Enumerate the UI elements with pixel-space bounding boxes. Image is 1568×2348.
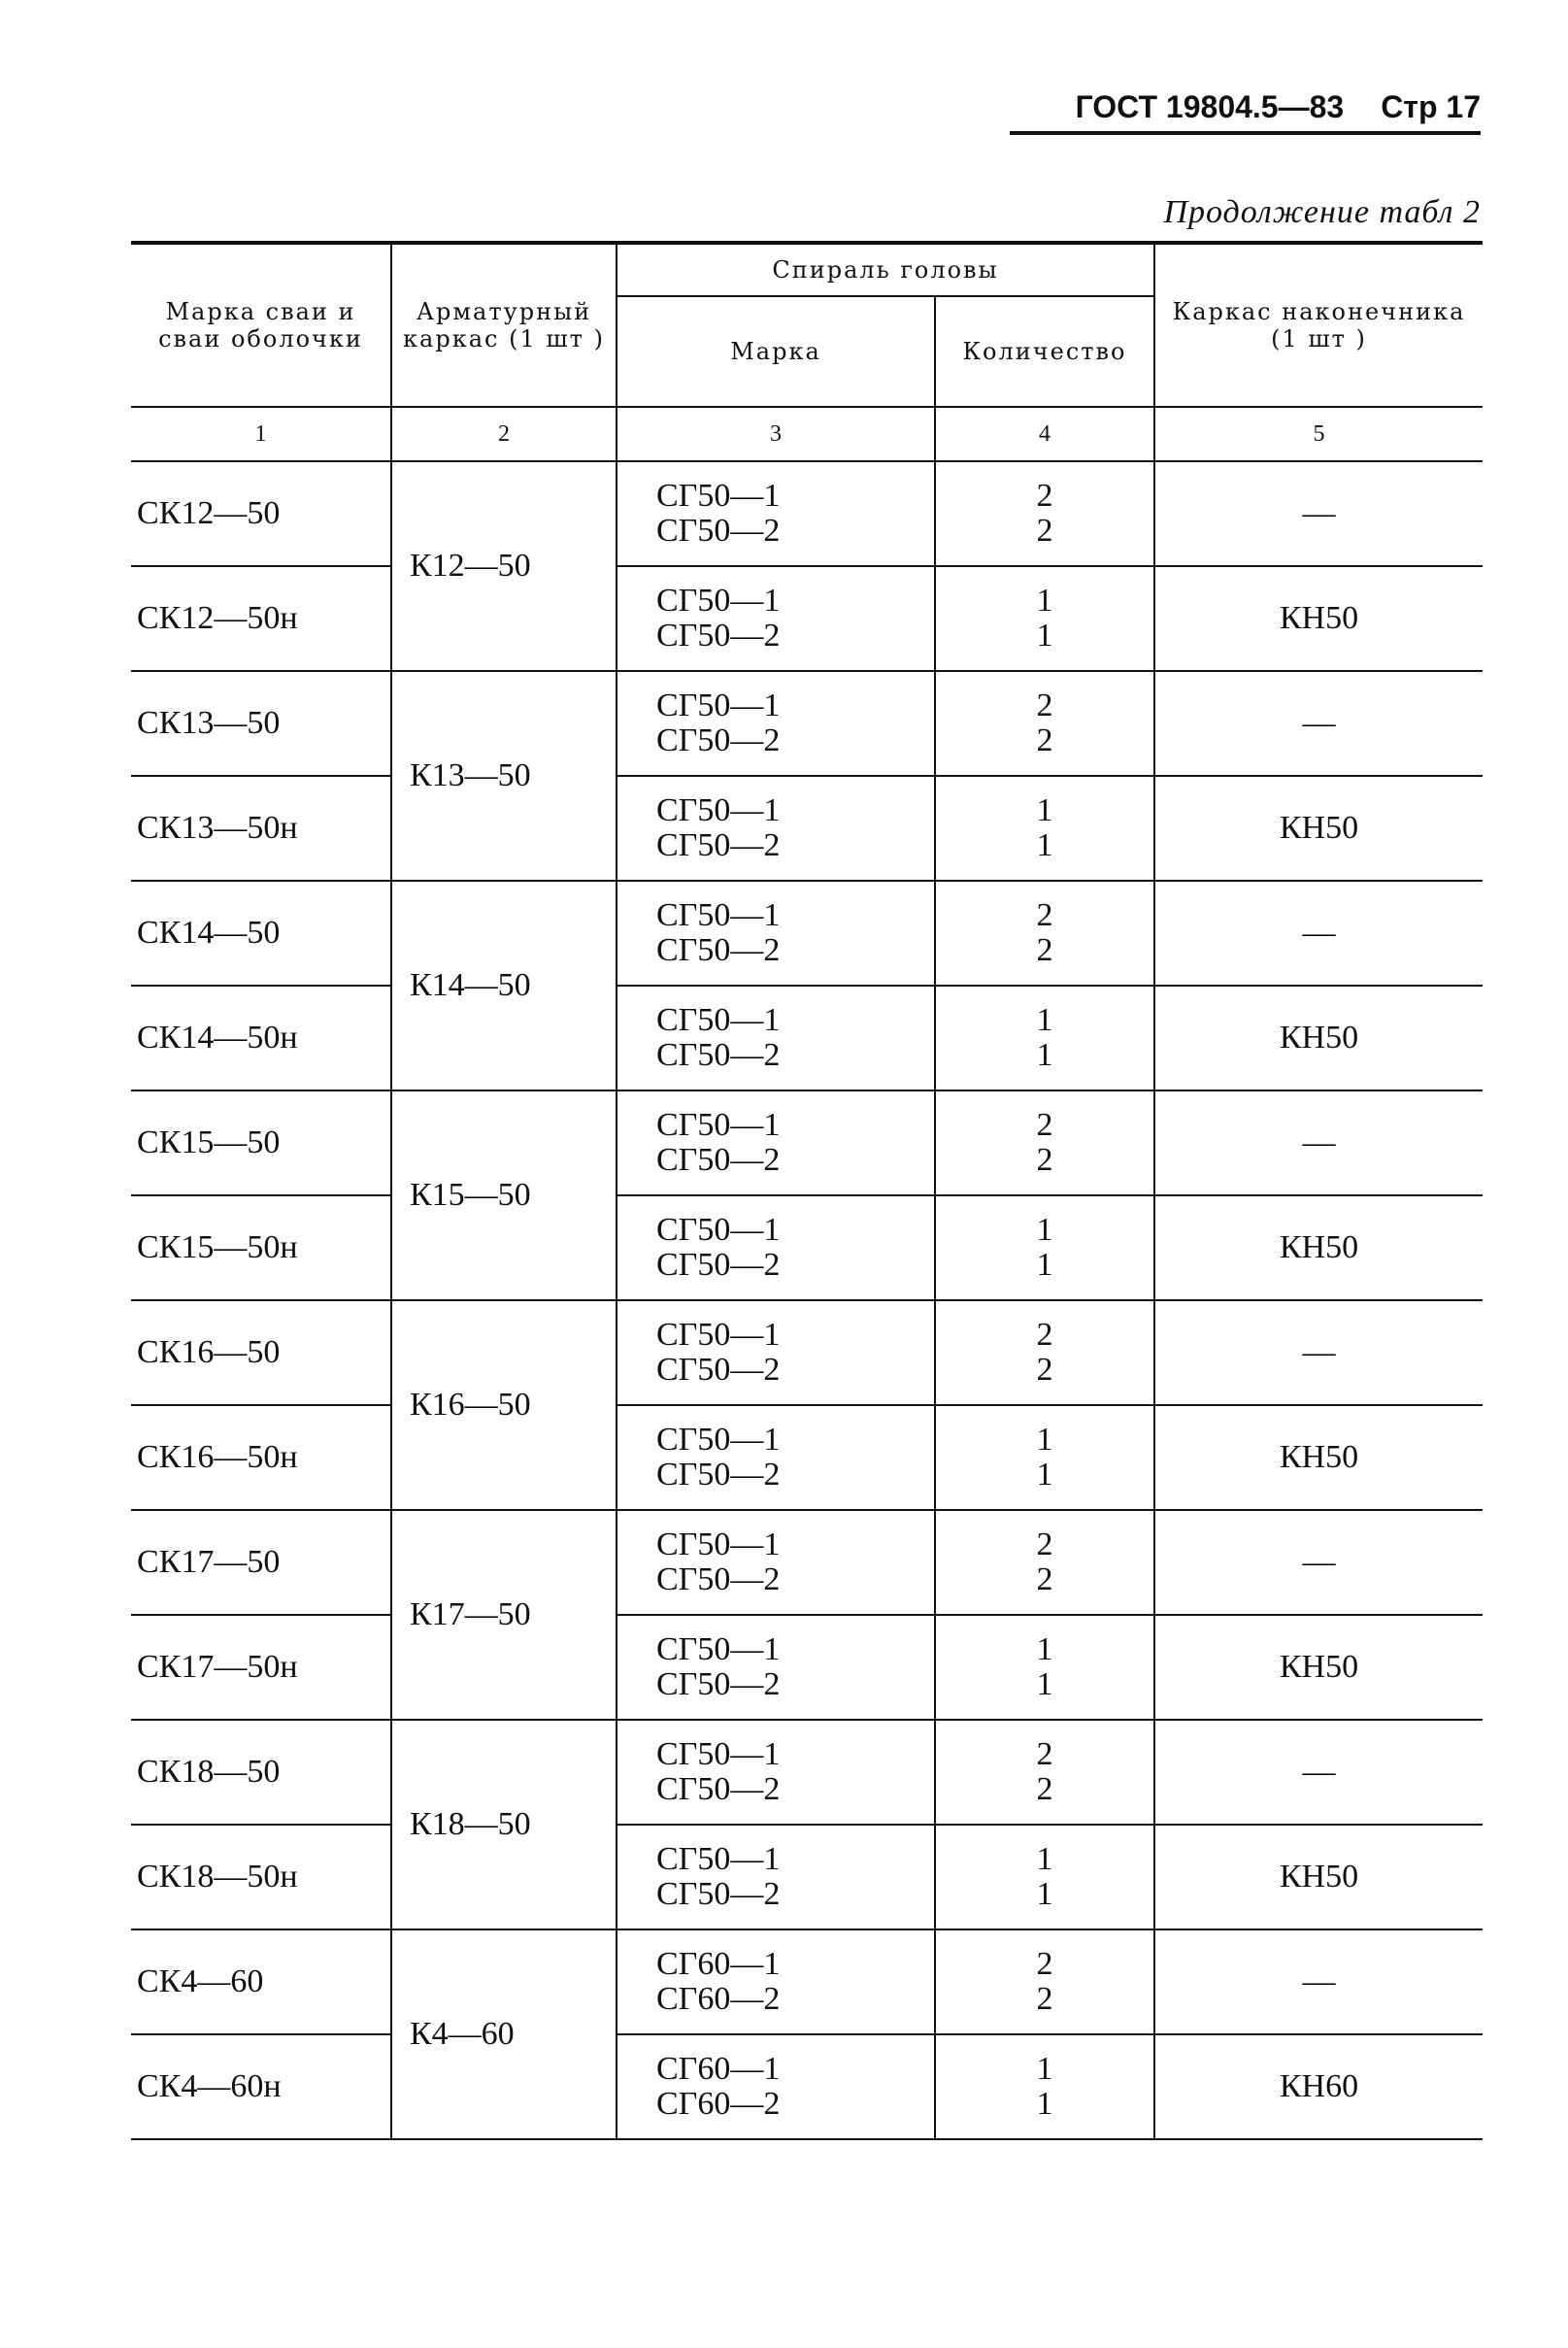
spiral-mark-cell	[617, 671, 935, 776]
spiral-mark-2: СГ50—2	[656, 1247, 781, 1283]
pile-mark-cell: СК17—50н	[131, 1615, 391, 1720]
spiral-quantity-2: 1	[1036, 1876, 1053, 1912]
spiral-quantity-1: 2	[1036, 688, 1053, 723]
table-row	[131, 1300, 1483, 1405]
spiral-quantity-1: 2	[1036, 1946, 1053, 1982]
spiral-quantity-1: 1	[1036, 2051, 1053, 2087]
spiral-mark-1: СГ50—1	[656, 1107, 781, 1143]
reinforcement-table	[131, 241, 1483, 2140]
spiral-quantity-2: 1	[1036, 1247, 1053, 1283]
spiral-mark-2: СГ50—2	[656, 1352, 781, 1388]
spiral-mark-cell	[617, 986, 935, 1090]
tip-frame-cell: —	[1154, 1510, 1483, 1615]
tip-frame-cell: —	[1154, 671, 1483, 776]
page-header	[1010, 89, 1481, 135]
pile-mark-cell: СК4—60	[131, 1929, 391, 2034]
spiral-mark-1: СГ50—1	[656, 792, 781, 828]
pile-mark-cell: СК14—50	[131, 881, 391, 986]
spiral-mark-1: СГ50—1	[656, 1212, 781, 1248]
spiral-mark-2: СГ50—2	[656, 1666, 781, 1702]
pile-mark-cell: СК15—50н	[131, 1195, 391, 1300]
spiral-quantity-cell	[935, 1405, 1154, 1510]
spiral-quantity-1: 1	[1036, 583, 1053, 619]
table-continuation-caption: Продолжение табл 2	[1163, 194, 1481, 230]
table-header	[131, 243, 1483, 461]
pile-mark-cell: СК13—50н	[131, 776, 391, 881]
tip-frame-cell: —	[1154, 1720, 1483, 1825]
spiral-mark-2: СГ50—2	[656, 1771, 781, 1807]
col-header-tip-frame: Каркас наконечника (1 шт )	[1154, 243, 1483, 407]
col-header-spiral-mark: Марка	[617, 296, 935, 407]
column-number-row	[131, 407, 1483, 461]
table-row	[131, 776, 1483, 881]
tip-frame-cell: —	[1154, 1090, 1483, 1195]
spiral-quantity-2: 2	[1036, 1352, 1053, 1388]
document-code: ГОСТ 19804.5—83	[1075, 89, 1345, 124]
spiral-quantity-cell	[935, 881, 1154, 986]
spiral-quantity-1: 2	[1036, 478, 1053, 514]
table-row	[131, 986, 1483, 1090]
spiral-mark-cell	[617, 1405, 935, 1510]
spiral-quantity-2: 2	[1036, 1142, 1053, 1178]
spiral-mark-cell	[617, 566, 935, 671]
spiral-quantity-1: 1	[1036, 1422, 1053, 1458]
page-number: Стр 17	[1381, 89, 1481, 124]
spiral-quantity-1: 2	[1036, 1107, 1053, 1143]
spiral-mark-2: СГ50—2	[656, 722, 781, 758]
spiral-mark-2: СГ50—2	[656, 513, 781, 549]
spiral-mark-cell	[617, 461, 935, 566]
spiral-mark-2: СГ50—2	[656, 618, 781, 654]
spiral-mark-1: СГ50—1	[656, 1317, 781, 1353]
spiral-quantity-2: 1	[1036, 1037, 1053, 1073]
pile-mark-cell: СК13—50	[131, 671, 391, 776]
spiral-mark-1: СГ50—1	[656, 688, 781, 723]
spiral-mark-1: СГ50—1	[656, 478, 781, 514]
spiral-quantity-1: 2	[1036, 897, 1053, 933]
table-row	[131, 566, 1483, 671]
spiral-quantity-cell	[935, 1720, 1154, 1825]
tip-frame-cell: КН50	[1154, 986, 1483, 1090]
reinforcement-frame-cell: К4—60	[391, 1929, 617, 2139]
spiral-quantity-1: 1	[1036, 1631, 1053, 1667]
table-row	[131, 671, 1483, 776]
reinforcement-frame-cell: К12—50	[391, 461, 617, 671]
pile-mark-cell: СК12—50	[131, 461, 391, 566]
spiral-mark-2: СГ50—2	[656, 1876, 781, 1912]
pile-mark-cell: СК16—50	[131, 1300, 391, 1405]
table-row	[131, 1825, 1483, 1929]
reinforcement-frame-cell: К13—50	[391, 671, 617, 881]
spiral-mark-2: СГ50—2	[656, 1037, 781, 1073]
spiral-quantity-2: 2	[1036, 1981, 1053, 2017]
spiral-quantity-2: 1	[1036, 827, 1053, 863]
spiral-quantity-cell	[935, 1195, 1154, 1300]
column-number: 1	[131, 407, 391, 461]
tip-frame-cell: КН50	[1154, 1405, 1483, 1510]
spiral-mark-1: СГ50—1	[656, 1526, 781, 1562]
spiral-mark-cell	[617, 2034, 935, 2139]
spiral-mark-cell	[617, 1300, 935, 1405]
spiral-mark-cell	[617, 1720, 935, 1825]
spiral-quantity-cell	[935, 1300, 1154, 1405]
tip-frame-cell: КН50	[1154, 1615, 1483, 1720]
spiral-mark-2: СГ50—2	[656, 1142, 781, 1178]
spiral-quantity-1: 1	[1036, 792, 1053, 828]
spiral-mark-cell	[617, 1615, 935, 1720]
spiral-quantity-1: 1	[1036, 1212, 1053, 1248]
spiral-quantity-cell	[935, 1090, 1154, 1195]
tip-frame-cell: КН50	[1154, 1825, 1483, 1929]
tip-frame-cell: КН50	[1154, 566, 1483, 671]
spiral-quantity-2: 2	[1036, 513, 1053, 549]
tip-frame-cell: КН60	[1154, 2034, 1483, 2139]
table-row	[131, 1929, 1483, 2034]
spiral-mark-2: СГ60—2	[656, 2086, 781, 2122]
spiral-quantity-2: 2	[1036, 932, 1053, 968]
reinforcement-frame-cell: К17—50	[391, 1510, 617, 1720]
table-row	[131, 2034, 1483, 2139]
table-row	[131, 1405, 1483, 1510]
table-row	[131, 1090, 1483, 1195]
tip-frame-cell: —	[1154, 1929, 1483, 2034]
table-row	[131, 1195, 1483, 1300]
spiral-quantity-cell	[935, 461, 1154, 566]
spiral-quantity-cell	[935, 986, 1154, 1090]
tip-frame-cell: КН50	[1154, 1195, 1483, 1300]
pile-mark-cell: СК12—50н	[131, 566, 391, 671]
spiral-quantity-2: 2	[1036, 722, 1053, 758]
spiral-quantity-cell	[935, 671, 1154, 776]
spiral-mark-2: СГ60—2	[656, 1981, 781, 2017]
spiral-mark-1: СГ50—1	[656, 1841, 781, 1877]
reinforcement-frame-cell: К16—50	[391, 1300, 617, 1510]
spiral-mark-1: СГ50—1	[656, 1002, 781, 1038]
spiral-mark-cell	[617, 1825, 935, 1929]
spiral-quantity-cell	[935, 2034, 1154, 2139]
column-number: 2	[391, 407, 617, 461]
col-header-pile-mark: Марка сваи и сваи оболочки	[131, 243, 391, 407]
pile-mark-cell: СК4—60н	[131, 2034, 391, 2139]
spiral-mark-cell	[617, 1195, 935, 1300]
spiral-mark-cell	[617, 776, 935, 881]
spiral-quantity-cell	[935, 776, 1154, 881]
table-row	[131, 881, 1483, 986]
tip-frame-cell: —	[1154, 1300, 1483, 1405]
spiral-quantity-1: 2	[1036, 1317, 1053, 1353]
tip-frame-cell: —	[1154, 461, 1483, 566]
spiral-quantity-cell	[935, 1929, 1154, 2034]
spiral-mark-1: СГ60—1	[656, 1946, 781, 1982]
spiral-quantity-2: 1	[1036, 1457, 1053, 1493]
spiral-quantity-cell	[935, 1825, 1154, 1929]
spiral-mark-1: СГ50—1	[656, 897, 781, 933]
tip-frame-cell: КН50	[1154, 776, 1483, 881]
spiral-mark-1: СГ50—1	[656, 1631, 781, 1667]
column-number: 3	[617, 407, 935, 461]
spiral-quantity-2: 1	[1036, 2086, 1053, 2122]
column-number: 4	[935, 407, 1154, 461]
spiral-mark-2: СГ50—2	[656, 1457, 781, 1493]
tip-frame-cell: —	[1154, 881, 1483, 986]
table-row	[131, 1510, 1483, 1615]
spiral-mark-cell	[617, 1510, 935, 1615]
reinforcement-frame-cell: К18—50	[391, 1720, 617, 1929]
table-row	[131, 461, 1483, 566]
reinforcement-frame-cell: К14—50	[391, 881, 617, 1090]
spiral-mark-1: СГ50—1	[656, 1736, 781, 1772]
col-header-head-spiral: Спираль головы	[617, 243, 1154, 296]
spiral-mark-2: СГ50—2	[656, 932, 781, 968]
pile-mark-cell: СК14—50н	[131, 986, 391, 1090]
pile-mark-cell: СК15—50	[131, 1090, 391, 1195]
spiral-quantity-cell	[935, 1615, 1154, 1720]
spiral-mark-cell	[617, 1090, 935, 1195]
pile-mark-cell: СК18—50	[131, 1720, 391, 1825]
spiral-mark-1: СГ50—1	[656, 583, 781, 619]
spiral-quantity-1: 1	[1036, 1841, 1053, 1877]
spiral-quantity-1: 2	[1036, 1526, 1053, 1562]
pile-mark-cell: СК17—50	[131, 1510, 391, 1615]
spiral-mark-cell	[617, 1929, 935, 2034]
spiral-mark-cell	[617, 881, 935, 986]
spiral-mark-2: СГ50—2	[656, 1561, 781, 1597]
spiral-mark-2: СГ50—2	[656, 827, 781, 863]
spiral-quantity-2: 2	[1036, 1771, 1053, 1807]
spiral-quantity-cell	[935, 1510, 1154, 1615]
spiral-quantity-2: 1	[1036, 1666, 1053, 1702]
spiral-quantity-cell	[935, 566, 1154, 671]
pile-mark-cell: СК16—50н	[131, 1405, 391, 1510]
table-row	[131, 1615, 1483, 1720]
pile-mark-cell: СК18—50н	[131, 1825, 391, 1929]
col-header-spiral-quantity: Количество	[935, 296, 1154, 407]
table-body	[131, 461, 1483, 2139]
reinforcement-frame-cell: К15—50	[391, 1090, 617, 1300]
spiral-quantity-2: 1	[1036, 618, 1053, 654]
spiral-mark-1: СГ50—1	[656, 1422, 781, 1458]
spiral-quantity-1: 1	[1036, 1002, 1053, 1038]
spiral-mark-1: СГ60—1	[656, 2051, 781, 2087]
spiral-quantity-1: 2	[1036, 1736, 1053, 1772]
table-row	[131, 1720, 1483, 1825]
column-number: 5	[1154, 407, 1483, 461]
col-header-reinforcement-frame: Арматурный каркас (1 шт )	[391, 243, 617, 407]
spiral-quantity-2: 2	[1036, 1561, 1053, 1597]
